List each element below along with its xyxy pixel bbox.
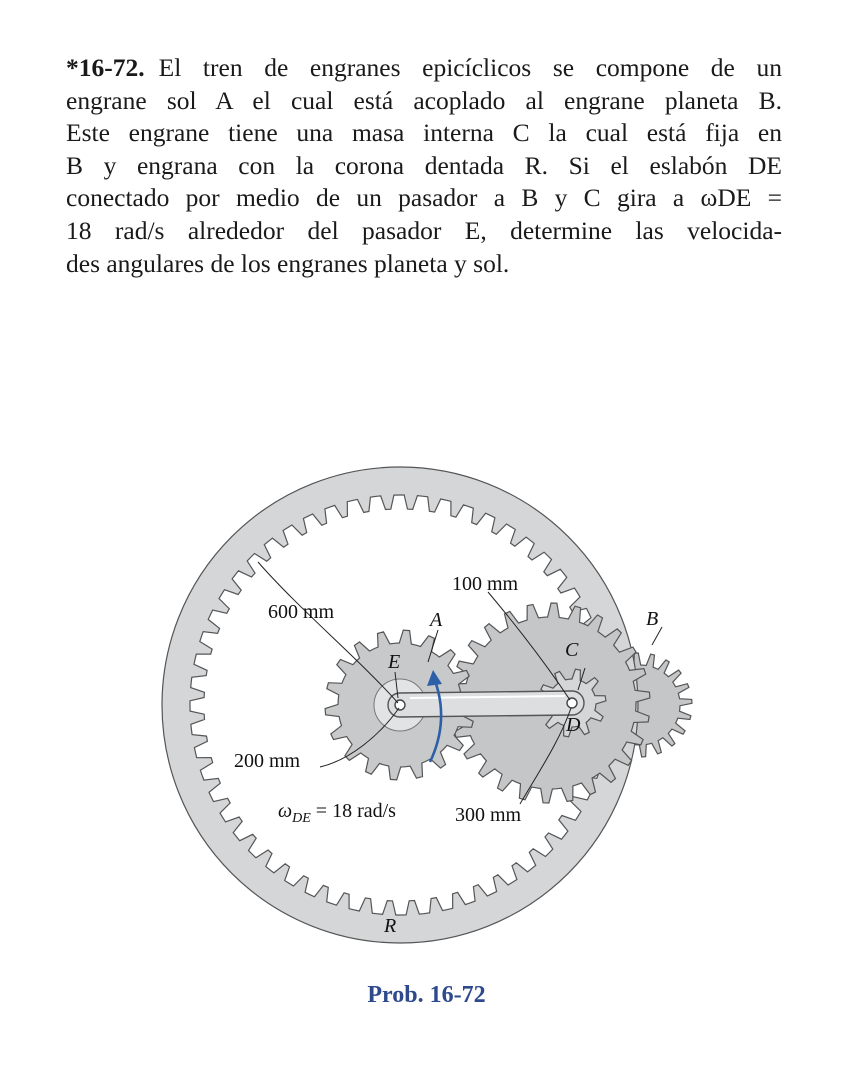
- label-200mm: 200 mm: [234, 750, 301, 772]
- label-r: R: [384, 915, 397, 937]
- label-a: A: [430, 609, 443, 631]
- link-de: [388, 691, 584, 717]
- label-100mm: 100 mm: [452, 573, 519, 595]
- pin-d: [567, 698, 577, 708]
- problem-line-5: conectado por medio de un pasador a B y C gira a ωDE =: [66, 183, 782, 213]
- label-600mm: 600 mm: [268, 601, 335, 623]
- label-300mm: 300 mm: [455, 804, 522, 826]
- problem-line-4: B y engrana con la corona dentada R. Si el eslabón DE: [66, 150, 782, 180]
- label-d: D: [566, 714, 581, 736]
- problem-number: *16-72.: [66, 53, 145, 82]
- problem-line-1: *16-72. El tren de engranes epicíclicos se compone de un: [66, 53, 782, 82]
- problem-line-3: Este engrane tiene una masa interna C la cual está fija en: [66, 118, 782, 148]
- label-c: C: [565, 639, 579, 661]
- problem-line-2: engrane sol A el cual está acoplado al engrane planeta B.: [66, 85, 782, 115]
- label-b: B: [646, 608, 659, 630]
- label-omega: $\omega_{DE} = 18$ rad/s: [278, 800, 396, 826]
- problem-line-7: des angulares de los engranes planeta y sol.: [66, 248, 510, 278]
- label-e: E: [388, 651, 401, 673]
- figure-caption: Prob. 16-72: [367, 982, 486, 1008]
- problem-line-6: 18 rad/s alrededor del pasador E, determine las velocida-: [66, 215, 782, 245]
